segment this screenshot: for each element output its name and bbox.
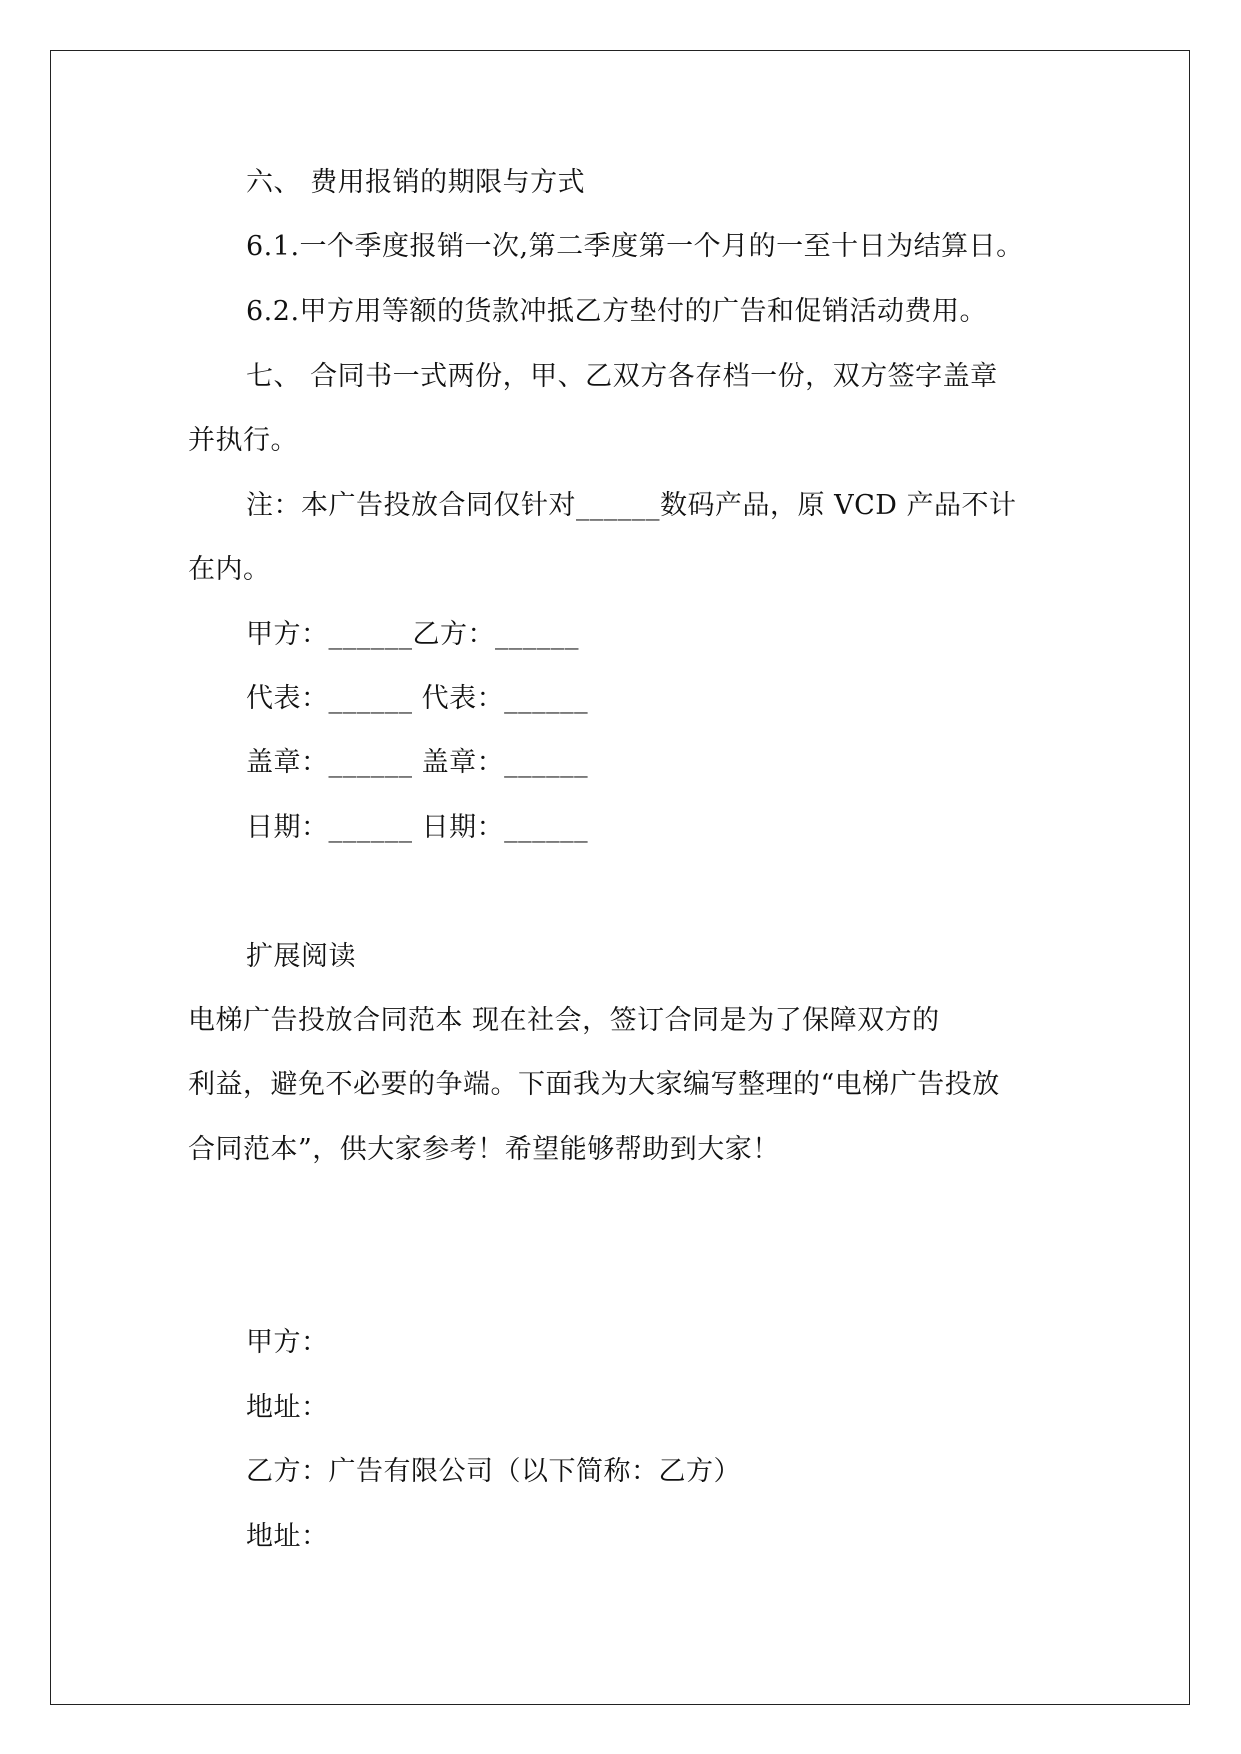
note-line-2: 在内。 bbox=[188, 554, 271, 585]
extended-reading-heading: 扩展阅读 bbox=[246, 941, 356, 972]
signature-seals: 盖章：______ 盖章：______ bbox=[246, 747, 589, 778]
signature-dates: 日期：______ 日期：______ bbox=[246, 812, 589, 843]
address-a-label: 地址： bbox=[246, 1392, 329, 1423]
clause-6-2: 6.2.甲方用等额的货款冲抵乙方垫付的广告和促销活动费用。 bbox=[246, 296, 988, 327]
address-b-label: 地址： bbox=[246, 1521, 329, 1552]
section-7-line-1: 七、 合同书一式两份，甲、乙双方各存档一份，双方签字盖章 bbox=[246, 361, 998, 392]
signature-representatives: 代表：______ 代表：______ bbox=[246, 683, 589, 714]
note-line-1: 注：本广告投放合同仅针对______数码产品，原 VCD 产品不计 bbox=[246, 490, 1017, 521]
clause-6-1: 6.1.一个季度报销一次,第二季度第一个月的一至十日为结算日。 bbox=[246, 231, 1024, 262]
extended-intro-line-2: 利益，避免不必要的争端。下面我为大家编写整理的“电梯广告投放 bbox=[188, 1069, 1000, 1100]
section-7-line-2: 并执行。 bbox=[188, 425, 298, 456]
section-6-heading: 六、 费用报销的期限与方式 bbox=[246, 167, 586, 198]
party-a-label: 甲方： bbox=[246, 1327, 329, 1358]
party-b-line: 乙方：广告有限公司（以下简称：乙方） bbox=[246, 1456, 741, 1487]
signature-parties: 甲方：______乙方：______ bbox=[246, 619, 579, 650]
extended-intro-line-1: 电梯广告投放合同范本 现在社会，签订合同是为了保障双方的 bbox=[188, 1005, 940, 1036]
extended-intro-line-3: 合同范本”，供大家参考！希望能够帮助到大家！ bbox=[188, 1134, 780, 1165]
